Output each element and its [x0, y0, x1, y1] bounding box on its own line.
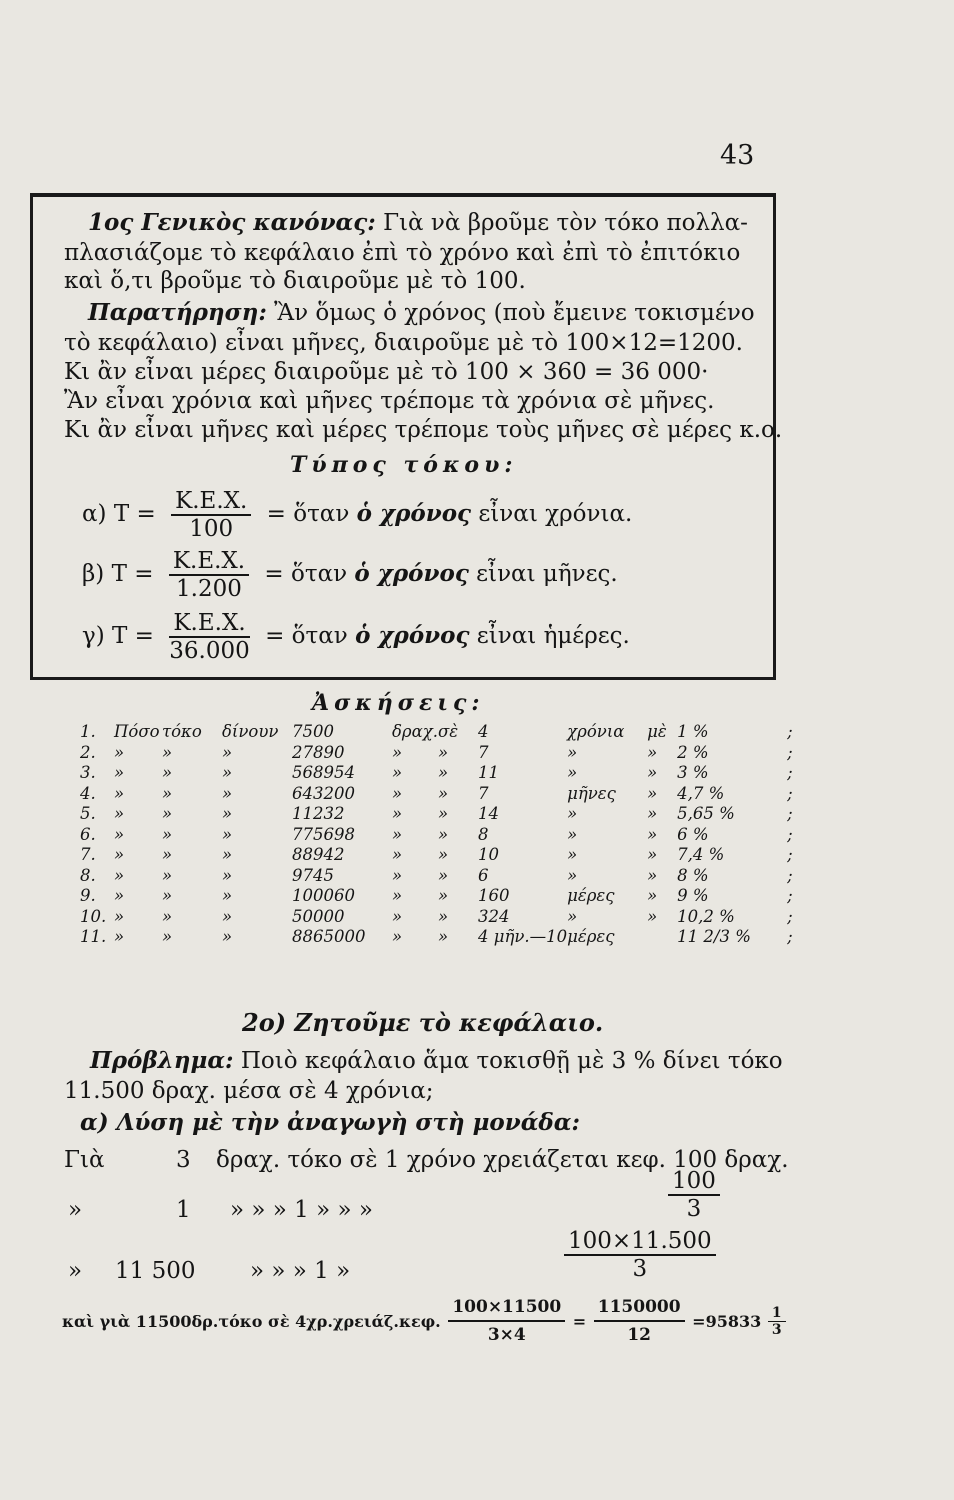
exercise-cur: » — [392, 804, 403, 824]
exercise-end: ; — [787, 824, 793, 844]
solution-l3-b: 11 500 — [115, 1258, 196, 1284]
exercise-cur: » — [392, 886, 403, 906]
exercise-end: ; — [787, 742, 793, 762]
formula-g-fraction — [169, 610, 249, 664]
exercise-m: » — [438, 824, 449, 844]
formula-g-bold: ὁ χρόνος — [355, 622, 470, 649]
exercise-amount: 100060 — [292, 886, 355, 906]
exercise-rate: 6 % — [677, 824, 709, 844]
exercise-mw: » — [647, 742, 658, 762]
exercise-amount: 9745 — [292, 865, 334, 885]
exercise-unit: » — [567, 824, 578, 844]
formula-g-num: Κ.Ε.Χ. — [169, 610, 249, 638]
formula-b-label: β) Τ = — [82, 561, 154, 587]
exercise-l1: » — [114, 742, 125, 762]
exercise-row — [80, 722, 793, 743]
solution-l1-c: δραχ. τόκο σὲ 1 χρόνο χρειάζεται κεφ. 100 δραχ. — [216, 1147, 789, 1173]
exercise-l2: » — [162, 763, 173, 783]
formula-g-den: 36.000 — [169, 638, 250, 664]
rule1-heading: 1ος Γενικὸς κανόνας: — [88, 209, 376, 236]
exercise-end: ; — [787, 722, 793, 742]
solution-l4-frac2 — [594, 1294, 685, 1348]
exercise-end: ; — [787, 763, 793, 783]
exercise-mw: » — [647, 824, 658, 844]
rule1-line1 — [88, 208, 748, 238]
formula-a-bold: ὁ χρόνος — [356, 500, 472, 527]
exercise-m: » — [438, 783, 449, 803]
exercise-m: » — [438, 742, 449, 762]
exercise-dur: 10 — [478, 845, 500, 865]
solution-l4-num1: 100×11500 — [448, 1294, 565, 1322]
exercise-no: 7. — [80, 845, 96, 865]
solution-l4 — [62, 1294, 787, 1348]
exercise-l3: » — [222, 845, 233, 865]
rule1-line2: πλασιάζομε τὸ κεφάλαιο ἐπὶ τὸ χρόνο καὶ ἐπὶ τὸ ἐπιτόκιο — [64, 240, 741, 266]
solution-l4-fnum: 1 — [768, 1305, 786, 1322]
exercise-row — [80, 763, 793, 784]
exercise-dur: 7 — [478, 742, 489, 762]
exercise-cur: » — [392, 742, 403, 762]
exercise-rate: 1 % — [677, 722, 709, 742]
exercise-amount: 11232 — [292, 804, 345, 824]
exercise-cur: » — [392, 927, 403, 947]
formula-a-num: Κ.Ε.Χ. — [171, 488, 251, 516]
solution-l2-num: 100 — [668, 1168, 720, 1196]
exercise-row — [80, 784, 793, 805]
exercise-cur: » — [392, 783, 403, 803]
solution-l4-text: καὶ γιὰ 11500δρ.τόκο σὲ 4χρ.χρειάζ.κεφ. — [62, 1311, 441, 1331]
exercise-no: 11. — [80, 927, 107, 947]
exercise-unit: » — [567, 865, 578, 885]
solution-l3-c: » » » 1 » — [250, 1258, 351, 1284]
exercise-dur: 324 — [478, 906, 510, 926]
exercise-l3: » — [222, 763, 233, 783]
exercise-end: ; — [787, 906, 793, 926]
exercise-unit: » — [567, 742, 578, 762]
exercise-m: » — [438, 763, 449, 783]
exercise-rate: 5,65 % — [677, 804, 735, 824]
exercise-row — [80, 907, 793, 928]
exercise-unit: μέρες — [567, 886, 615, 906]
exercise-unit: μέρες — [567, 927, 615, 947]
solution-l4-den2: 12 — [627, 1325, 651, 1345]
exercise-l2: » — [162, 783, 173, 803]
exercise-dur: 14 — [478, 804, 500, 824]
exercise-end: ; — [787, 886, 793, 906]
solution-l2-c: » » » 1 » » » — [230, 1197, 373, 1223]
exercise-l2: » — [162, 742, 173, 762]
solution-l3-fraction — [556, 1228, 724, 1282]
exercise-amount: 50000 — [292, 906, 345, 926]
remark-line1-text: Ἂν ὅμως ὁ χρόνος (ποὺ ἔμεινε τοκισμένο — [274, 300, 755, 326]
formula-b-bold: ὁ χρόνος — [354, 560, 469, 587]
exercise-rate: 2 % — [677, 742, 709, 762]
exercise-m: » — [438, 927, 449, 947]
exercise-end: ; — [787, 804, 793, 824]
formula-a-prefix: = ὅταν — [266, 501, 350, 527]
exercise-no: 4. — [80, 783, 96, 803]
exercise-amount: 8865000 — [292, 927, 366, 947]
exercise-m: σὲ — [438, 722, 459, 742]
exercise-amount: 643200 — [292, 783, 355, 803]
exercise-m: » — [438, 865, 449, 885]
exercise-amount: 7500 — [292, 722, 334, 742]
exercise-cur: » — [392, 906, 403, 926]
rule1-line3: καὶ ὅ,τι βροῦμε τὸ διαιροῦμε μὲ τὸ 100. — [64, 268, 526, 294]
exercise-l3: » — [222, 906, 233, 926]
exercise-unit: μῆνες — [567, 783, 616, 803]
formula-a-label: α) Τ = — [82, 501, 156, 527]
exercise-mw — [647, 927, 677, 948]
formula-b-suffix: εἶναι μῆνες. — [476, 561, 618, 587]
formula-title: Τύπος τόκου: — [290, 452, 518, 478]
remark-line4: Ἂν εἶναι χρόνια καὶ μῆνες τρέπομε τὰ χρόνια σὲ μῆνες. — [64, 388, 715, 414]
solution-l2-fraction — [660, 1168, 728, 1222]
exercise-cur: » — [392, 824, 403, 844]
exercise-dur: 4 μῆν.—10 — [478, 927, 568, 947]
exercise-m: » — [438, 886, 449, 906]
exercise-mw: » — [647, 763, 658, 783]
exercise-l1: » — [114, 906, 125, 926]
solution-l2-den: 3 — [686, 1196, 702, 1222]
solution-l4-num2: 1150000 — [594, 1294, 685, 1322]
exercise-m: » — [438, 845, 449, 865]
formula-a-suffix: εἶναι χρόνια. — [478, 501, 633, 527]
exercise-unit: » — [567, 763, 578, 783]
exercise-rate: 8 % — [677, 865, 709, 885]
exercise-rate: 10,2 % — [677, 906, 735, 926]
formula-a — [82, 488, 632, 542]
exercise-cur: » — [392, 845, 403, 865]
problem-line1 — [90, 1046, 783, 1076]
exercise-cur: » — [392, 865, 403, 885]
exercise-rate: 9 % — [677, 886, 709, 906]
solution-l3-den: 3 — [632, 1256, 648, 1282]
remark-line1 — [88, 298, 755, 328]
exercises-table — [80, 722, 793, 948]
exercise-l3: δίνουν — [222, 722, 279, 742]
formula-a-fraction — [171, 488, 251, 542]
exercise-l2: » — [162, 845, 173, 865]
exercise-m: » — [438, 906, 449, 926]
exercise-unit: » — [567, 906, 578, 926]
exercise-rate: 7,4 % — [677, 845, 725, 865]
exercise-row — [80, 743, 793, 764]
exercise-end: ; — [787, 927, 793, 947]
exercise-l1: » — [114, 824, 125, 844]
exercise-mw: » — [647, 783, 658, 803]
exercise-l2: » — [162, 886, 173, 906]
exercise-row — [80, 927, 793, 948]
remark-line2: τὸ κεφάλαιο) εἶναι μῆνες, διαιροῦμε μὲ τὸ 100×12=1200. — [64, 330, 743, 356]
solution-l3-a: » — [68, 1258, 83, 1284]
solution-l2-b: 1 — [176, 1197, 191, 1223]
exercise-mw: μὲ — [647, 722, 667, 742]
solution-l4-fden: 3 — [771, 1321, 782, 1338]
formula-b-fraction — [169, 548, 249, 602]
exercise-no: 2. — [80, 742, 96, 762]
exercise-cur: » — [392, 763, 403, 783]
solution-l1-b: 3 — [176, 1147, 191, 1173]
exercise-dur: 160 — [478, 886, 510, 906]
exercise-unit: » — [567, 845, 578, 865]
exercise-l3: » — [222, 824, 233, 844]
exercise-l2: » — [162, 804, 173, 824]
exercise-end: ; — [787, 845, 793, 865]
formula-a-den: 100 — [189, 516, 234, 542]
exercise-no: 5. — [80, 804, 96, 824]
exercise-l2: » — [162, 824, 173, 844]
exercise-l1: » — [114, 804, 125, 824]
exercise-row — [80, 825, 793, 846]
formula-b-prefix: = ὅταν — [264, 561, 348, 587]
solution-l4-frac3 — [768, 1305, 786, 1338]
formula-g — [82, 610, 630, 664]
exercise-no: 10. — [80, 906, 107, 926]
solution-heading: α) Λύση μὲ τὴν ἀναγωγὴ στὴ μονάδα: — [80, 1109, 580, 1136]
solution-l4-den1: 3×4 — [487, 1325, 526, 1345]
exercise-l1: » — [114, 886, 125, 906]
remark-line3: Κι ἂν εἶναι μέρες διαιροῦμε μὲ τὸ 100 × 360 = 36 000· — [64, 359, 709, 385]
exercise-l1: » — [114, 927, 125, 947]
exercise-dur: 6 — [478, 865, 489, 885]
formula-b — [82, 548, 618, 602]
exercise-amount: 27890 — [292, 742, 345, 762]
exercise-row — [80, 886, 793, 907]
remark-heading: Παρατήρηση: — [88, 299, 267, 326]
exercise-rate: 3 % — [677, 763, 709, 783]
exercise-no: 9. — [80, 886, 96, 906]
exercise-no: 1. — [80, 722, 96, 742]
solution-l3-num: 100×11.500 — [564, 1228, 716, 1256]
exercise-l3: » — [222, 804, 233, 824]
formula-b-num: Κ.Ε.Χ. — [169, 548, 249, 576]
exercise-mw: » — [647, 886, 658, 906]
exercise-amount: 775698 — [292, 824, 355, 844]
problem-line1-text: Ποιὸ κεφάλαιο ἅμα τοκισθῇ μὲ 3 % δίνει τόκο — [240, 1048, 783, 1074]
solution-l1-a: Γιὰ — [64, 1147, 105, 1173]
exercise-end: ; — [787, 783, 793, 803]
exercise-l1: » — [114, 865, 125, 885]
exercise-l2: » — [162, 927, 173, 947]
exercise-l1: Πόσο — [114, 722, 160, 742]
solution-l4-eq: = — [572, 1311, 587, 1331]
exercise-l3: » — [222, 927, 233, 947]
exercise-l1: » — [114, 845, 125, 865]
exercise-m: » — [438, 804, 449, 824]
exercise-rate: 11 2/3 % — [677, 927, 751, 947]
exercise-unit: » — [567, 804, 578, 824]
exercise-row — [80, 804, 793, 825]
exercise-l3: » — [222, 742, 233, 762]
exercise-l2: τόκο — [162, 722, 202, 742]
exercise-mw: » — [647, 804, 658, 824]
exercise-no: 8. — [80, 865, 96, 885]
exercise-l2: » — [162, 906, 173, 926]
exercise-mw: » — [647, 906, 658, 926]
remark-line5: Κι ἂν εἶναι μῆνες καὶ μέρες τρέπομε τοὺς μῆνες σὲ μέρες κ.ο. — [64, 417, 783, 443]
exercise-l3: » — [222, 783, 233, 803]
formula-g-prefix: = ὅταν — [265, 623, 348, 649]
rule1-line1-text: Γιὰ νὰ βροῦμε τὸν τόκο πολλα- — [383, 210, 748, 236]
exercise-l3: » — [222, 886, 233, 906]
exercise-cur: δραχ. — [392, 722, 439, 742]
exercise-row — [80, 866, 793, 887]
exercise-l3: » — [222, 865, 233, 885]
exercise-dur: 11 — [478, 763, 500, 783]
page-number: 43 — [720, 140, 755, 171]
exercises-title: Ἀσκήσεις: — [312, 690, 485, 716]
solution-l2-a: » — [68, 1197, 83, 1223]
exercise-amount: 88942 — [292, 845, 345, 865]
exercise-no: 6. — [80, 824, 96, 844]
exercise-rate: 4,7 % — [677, 783, 725, 803]
formula-b-den: 1.200 — [176, 576, 242, 602]
exercise-amount: 568954 — [292, 763, 355, 783]
exercise-unit: χρόνια — [567, 722, 625, 742]
solution-l4-result: =95833 — [692, 1311, 762, 1331]
exercise-end: ; — [787, 865, 793, 885]
exercise-row — [80, 845, 793, 866]
problem-heading: Πρόβλημα: — [90, 1047, 234, 1074]
solution-l4-frac1 — [448, 1294, 565, 1348]
exercise-l1: » — [114, 763, 125, 783]
exercise-dur: 4 — [478, 722, 489, 742]
exercise-l1: » — [114, 783, 125, 803]
exercise-dur: 7 — [478, 783, 489, 803]
exercise-mw: » — [647, 865, 658, 885]
formula-g-suffix: εἶναι ἡμέρες. — [476, 623, 630, 649]
exercise-dur: 8 — [478, 824, 489, 844]
exercise-l2: » — [162, 865, 173, 885]
exercise-no: 3. — [80, 763, 96, 783]
exercise-mw: » — [647, 845, 658, 865]
formula-g-label: γ) Τ = — [82, 623, 154, 649]
problem-line2: 11.500 δραχ. μέσα σὲ 4 χρόνια; — [64, 1078, 434, 1104]
section2-title: 2ο) Ζητοῦμε τὸ κεφάλαιο. — [242, 1008, 604, 1037]
